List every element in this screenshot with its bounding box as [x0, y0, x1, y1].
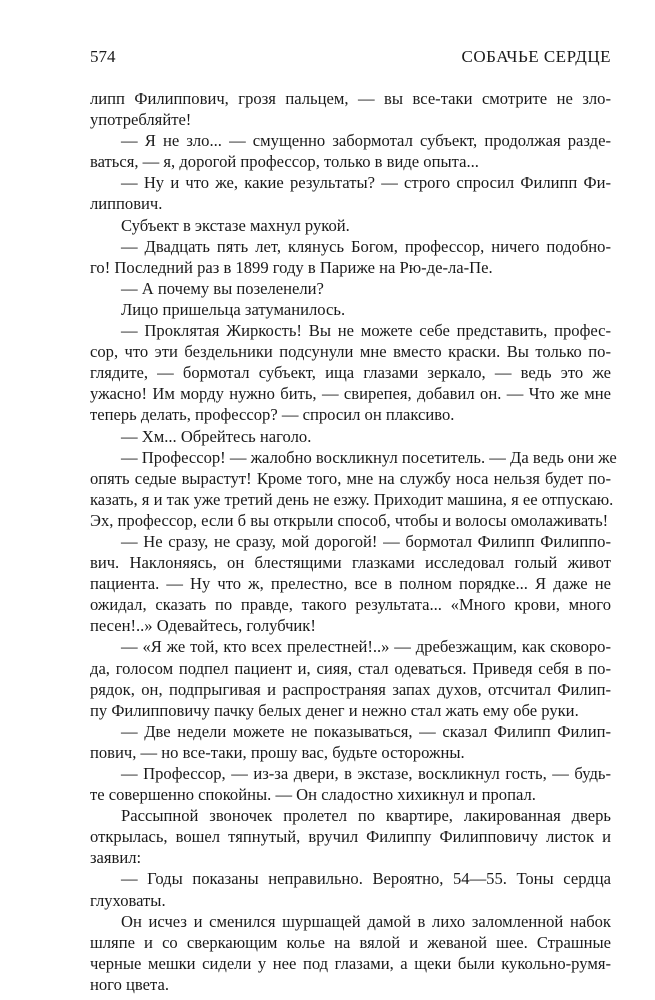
paragraph: [90, 426, 611, 447]
text-line: го! Последний раз в 1899 году в Париже на Рю-де-ла-Пе.: [90, 257, 493, 277]
page-number: 574: [90, 47, 116, 66]
paragraph: [90, 805, 611, 868]
text-line: опять седые вырастут! Кроме того, мне на службу носа нельзя будет по-: [90, 468, 611, 488]
text-line: — «Я же той, кто всех прелестней!..» — дребезжащим, как сковоро-: [121, 637, 611, 657]
running-title: СОБАЧЬЕ СЕРДЦЕ: [461, 47, 611, 66]
text-line: заявил:: [90, 848, 142, 868]
text-line: Субъект в экстазе махнул рукой.: [121, 215, 350, 235]
text-line: липп Филиппович, грозя пальцем, — вы все-таки смотрите не зло-: [90, 89, 611, 108]
text-line: — Годы показаны неправильно. Вероятно, 54—55. Тоны сердца: [121, 869, 611, 889]
text-line: ного цвета.: [90, 974, 169, 994]
text-line: ужасно! Им морду нужно бить, — свирепея, добавил он. — Что же мне: [90, 384, 611, 404]
text-line: Рассыпной звоночек пролетел по квартире, лакированная дверь: [121, 806, 611, 826]
running-head: [90, 47, 611, 69]
text-line: липпович.: [90, 194, 163, 214]
text-line: ваться, — я, дорогой профессор, только в виде опыта...: [90, 152, 479, 172]
text-line: черные мешки сидели у нее под глазами, а щеки были кукольно-румя-: [90, 953, 611, 973]
text-line: шляпе и со сверкающим колье на вялой и жеваной шее. Страшные: [90, 932, 611, 952]
paragraph: [90, 868, 611, 910]
paragraph: [90, 88, 611, 130]
paragraph: [90, 721, 611, 763]
text-line: — Не сразу, не сразу, мой дорогой! — бормотал Филипп Филиппо-: [121, 531, 611, 551]
text-line: Эх, профессор, если б вы открыли способ, чтобы и волосы омолаживать!: [90, 510, 609, 530]
paragraph: [90, 299, 611, 320]
text-line: — Профессор! — жалобно воскликнул посетитель. — Да ведь они же: [121, 447, 617, 467]
text-line: употребляйте!: [90, 110, 192, 130]
text-line: глядите, — бормотал субъект, ища глазами зеркало, — ведь это же: [90, 363, 611, 383]
text-line: — Профессор, — из-за двери, в экстазе, воскликнул гость, — будь-: [121, 764, 611, 783]
paragraph: [90, 172, 611, 214]
text-line: теперь делать, профессор? — спросил он плаксиво.: [90, 405, 455, 425]
text-line: те совершенно спокойны. — Он сладостно хихикнул и пропал.: [90, 785, 536, 805]
paragraph: [90, 130, 611, 172]
text-line: — Хм... Обрейтесь наголо.: [121, 426, 312, 446]
text-line: — Проклятая Жиркость! Вы не можете себе представить, профес-: [121, 321, 611, 341]
paragraph: [90, 763, 611, 805]
text-line: открылась, вошел тяпнутый, вручил Филиппу Филипповичу листок и: [90, 827, 611, 847]
paragraph: [90, 236, 611, 278]
paragraph: [90, 215, 611, 236]
text-line: песен!..» Одевайтесь, голубчик!: [90, 616, 316, 636]
text-line: ожидал, сказать по правде, такого результата... «Много крови, много: [90, 595, 611, 615]
text-line: казать, я и так уже третий день не езжу. Приходит машина, я ее отпускаю.: [90, 489, 614, 509]
text-line: — Двадцать пять лет, клянусь Богом, профессор, ничего подобно-: [121, 236, 611, 256]
paragraph: [90, 531, 611, 636]
text-line: пациента. — Ну что ж, прелестно, все в полном порядке... Я даже не: [90, 574, 611, 594]
body-text: [90, 88, 617, 995]
text-line: рядок, он, подпрыгивая и распространяя запах духов, отсчитал Филип-: [90, 679, 611, 699]
text-line: вич. Наклоняясь, он блестящими глазками исследовал голый живот: [90, 553, 611, 573]
text-line: пу Филипповичу пачку белых денег и нежно стал жать ему обе руки.: [90, 700, 579, 720]
text-line: — А почему вы позеленели?: [121, 278, 324, 298]
text-line: — Ну и что же, какие результаты? — строго спросил Филипп Фи-: [121, 173, 611, 193]
text-line: сор, что эти бездельники подсунули мне вместо краски. Вы только по-: [90, 342, 611, 362]
text-line: — Две недели можете не показываться, — сказал Филипп Филип-: [121, 721, 611, 741]
paragraph: [90, 320, 611, 425]
paragraph: [90, 447, 617, 531]
text-line: глуховаты.: [90, 890, 166, 910]
paragraph: [90, 636, 611, 720]
text-line: да, голосом подпел пациент и, сияя, стал одеваться. Приведя себя в по-: [90, 658, 611, 678]
text-line: Лицо пришельца затуманилось.: [121, 299, 346, 319]
paragraph: [90, 278, 611, 299]
text-line: — Я не зло... — смущенно забормотал субъект, продолжая разде-: [121, 131, 611, 151]
paragraph: [90, 911, 611, 995]
text-line: пович, — но все-таки, прошу вас, будьте осторожны.: [90, 742, 465, 762]
text-line: Он исчез и сменился шуршащей дамой в лихо заломленной набок: [121, 911, 611, 931]
